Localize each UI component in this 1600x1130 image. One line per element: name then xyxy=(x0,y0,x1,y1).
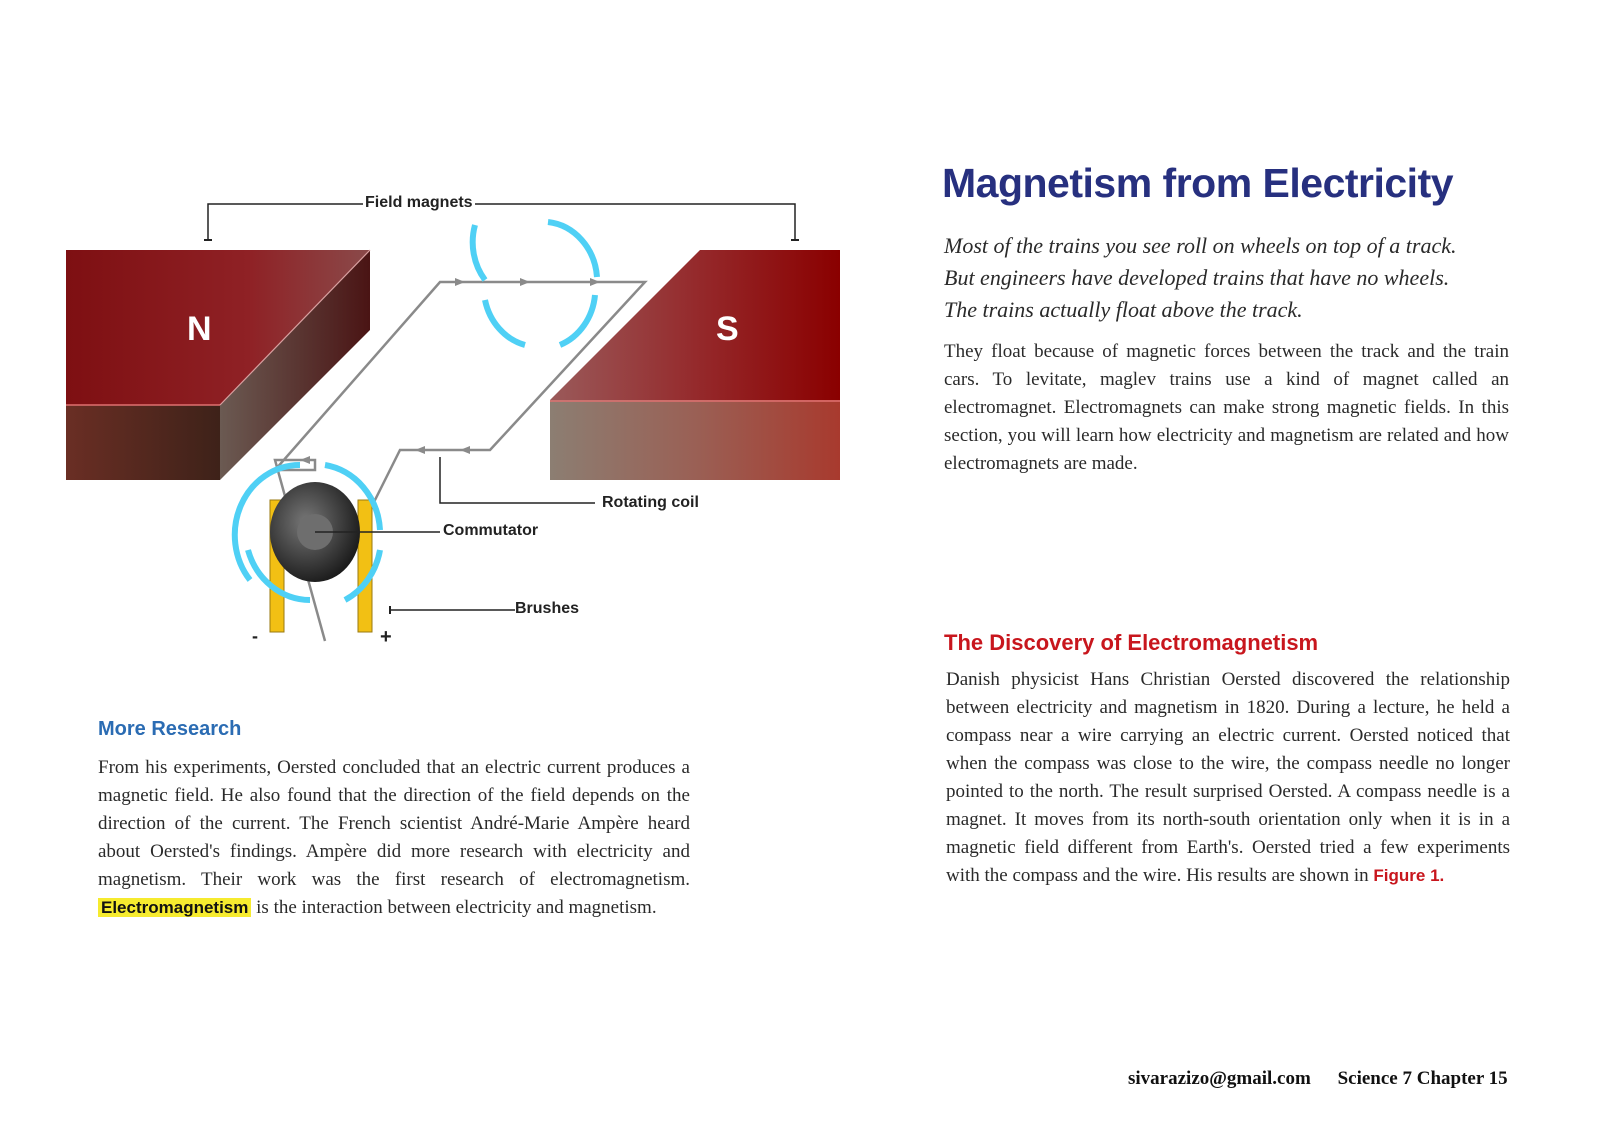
more-research-text-after: is the interaction between electricity and magnetism. xyxy=(256,897,657,918)
south-pole-label: S xyxy=(716,310,739,348)
more-research-heading: More Research xyxy=(98,718,242,740)
discovery-text: Danish physicist Hans Christian Oersted discovered the relationship between electricity and magnetism in 1820. During a lecture, he held a compass near a wire carrying an electric current. Oersted noticed that when the compass was close to the wire, the compass needle no longer pointed to the north. The result surprised Oersted. A compass needle is a magnet. It moves from its north-south orientation only when it is in a magnetic field different from Earth's. Oersted tried a few experiments with the compass and the wire. His results are shown in xyxy=(946,669,1510,886)
figure-reference-link[interactable]: Figure 1. xyxy=(1373,866,1445,885)
intro-line: The trains actually float above the track. xyxy=(944,297,1303,322)
footer-chapter: Science 7 Chapter 15 xyxy=(1337,1068,1508,1089)
discovery-paragraph xyxy=(946,666,1510,890)
motor-diagram-illustration xyxy=(60,180,840,660)
footer-email: sivarazizo@gmail.com xyxy=(1128,1068,1311,1089)
intro-line: Most of the trains you see roll on wheels on top of a track. xyxy=(944,233,1457,258)
maglev-paragraph: They float because of magnetic forces between the track and the train cars. To levitate, maglev trains use a kind of magnet called an electromagnet. Electromagnets can make strong magnetic fields. In this section, you will learn how electricity and magnetism are related and how electromagnets are made. xyxy=(944,341,1509,474)
motor-diagram xyxy=(60,180,840,660)
commutator-label: Commutator xyxy=(443,522,539,539)
intro-text xyxy=(944,230,1509,326)
positive-terminal-label: + xyxy=(380,626,392,648)
highlighted-term: Electromagnetism xyxy=(98,898,251,917)
brushes-label: Brushes xyxy=(515,600,580,617)
intro-line: But engineers have developed trains that have no wheels. xyxy=(944,265,1450,290)
page-title: Magnetism from Electricity xyxy=(942,160,1454,206)
negative-terminal-label: - xyxy=(252,626,258,646)
discovery-heading: The Discovery of Electromagnetism xyxy=(944,630,1319,655)
north-pole-label: N xyxy=(187,310,212,348)
rotating-coil-label: Rotating coil xyxy=(602,494,699,511)
page-footer xyxy=(1128,1068,1530,1090)
more-research-paragraph xyxy=(98,754,690,922)
more-research-text: From his experiments, Oersted concluded that an electric current produces a magnetic field. He also found that the direction of the field depends on the direction of the current. The French scientist André-Marie Ampère heard about Oersted's findings. Ampère did more research with electricity and magnetism. Their work was the first research of electromagnetism. xyxy=(98,757,690,890)
field-magnets-label: Field magnets xyxy=(365,194,473,211)
